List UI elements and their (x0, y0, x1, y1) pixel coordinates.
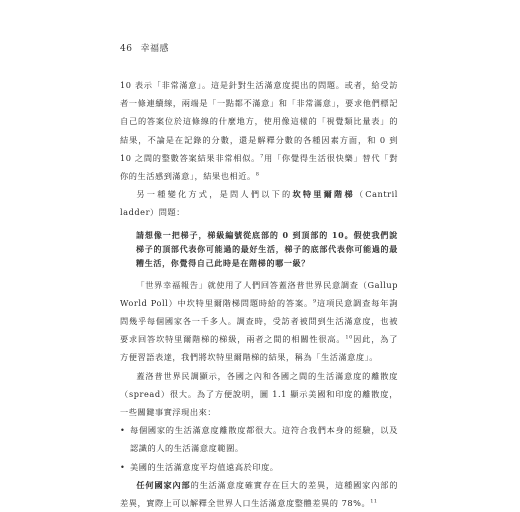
list-item-text: 每個國家的生活滿意度離散度都很大。這符合我們本身的經驗，以及認識的人的生活滿意度範圍。 (130, 425, 398, 454)
paragraph-5 (120, 476, 398, 512)
paragraph-3-tail: 因此，為了方便習語表達，我們將坎特里爾階梯的結果，稱為「生活滿意度」。 (120, 334, 398, 363)
paragraph-5-text: 的生活滿意度確實存在巨大的差異，這種國家內部的差異，實際上可以解釋全世界人口生活滿意度整體差異的 78%。 (120, 479, 398, 509)
paragraph-3 (120, 276, 398, 367)
bullet-list (120, 421, 398, 476)
page-number: 46 (120, 44, 133, 54)
page-body (120, 76, 398, 512)
paragraph-1-text: 10 表示「非常滿意」。這是針對生活滿意度提出的問題。或者，給受訪者一條連續線，兩端是「一點都不滿意」和「非常滿意」，要求他們標記自己的答案位於這條線的什麼地方，使用像這樣的「視覺類比量表」的結果，不論是在記錄的分數，還是解釋分數的各種因素方面，和 0 到 10 之間的整數答案結果非常相似。 (120, 80, 398, 163)
paragraph-2 (120, 185, 398, 221)
footnote-ref: 11 (370, 498, 378, 505)
block-quote: 請想像一把梯子，梯級編號從底部的 0 到頂部的 10。假使我們說梯子的頂部代表你可能過的最好生活，梯子的底部代表你可能過的最糟生活，你覺得自己此時是在階梯的哪一級？ (136, 229, 398, 268)
paragraph-4: 蓋洛普世界民調顯示，各國之內和各國之間的生活滿意度的離散度（spread）很大。為了方便說明，圖 1.1 顯示美國和印度的離散度，一些關鍵事實浮現出來： (120, 370, 398, 418)
paragraph-2-term: 坎特里爾階梯 (292, 189, 355, 200)
paragraph-3-text: 「世界幸福報告」就使用了人們回答蓋洛普世界民意調查（Gallup World Poll）中坎特里爾階梯問題時給的答案。 (120, 279, 398, 308)
footnote-ref: 9 (313, 298, 317, 305)
bullet-icon: • (120, 461, 126, 472)
footnote-ref: 10 (345, 334, 353, 341)
paragraph-2-lead: 另一種變化方式，是問人們以下的 (136, 189, 293, 200)
paragraph-2-tail: （Cantril ladder）問題： (120, 189, 398, 218)
paragraph-5-term: 任何國家內部 (136, 479, 191, 490)
book-title: 幸福感 (140, 44, 169, 54)
footnote-ref: 8 (255, 171, 260, 178)
paragraph-1-tail: 用「你覺得生活很快樂」替代「對你的生活感到滿意」，結果也相近。 (120, 152, 398, 182)
bullet-icon: • (120, 425, 126, 436)
paragraph-3-mid: 這項民意調查每年詢問幾乎每個國家各一千多人。調查時，受訪者被問到生活滿意度，也被要求回答坎特里爾階梯的梯級，兩者之間的相關性很高。 (120, 297, 398, 345)
list-item (120, 458, 398, 476)
list-item (120, 421, 398, 457)
paragraph-1 (120, 76, 398, 185)
running-header (120, 41, 177, 54)
list-item-text: 美國的生活滿意度平均值遠高於印度。 (130, 461, 279, 472)
footnote-ref: 7 (260, 153, 264, 160)
